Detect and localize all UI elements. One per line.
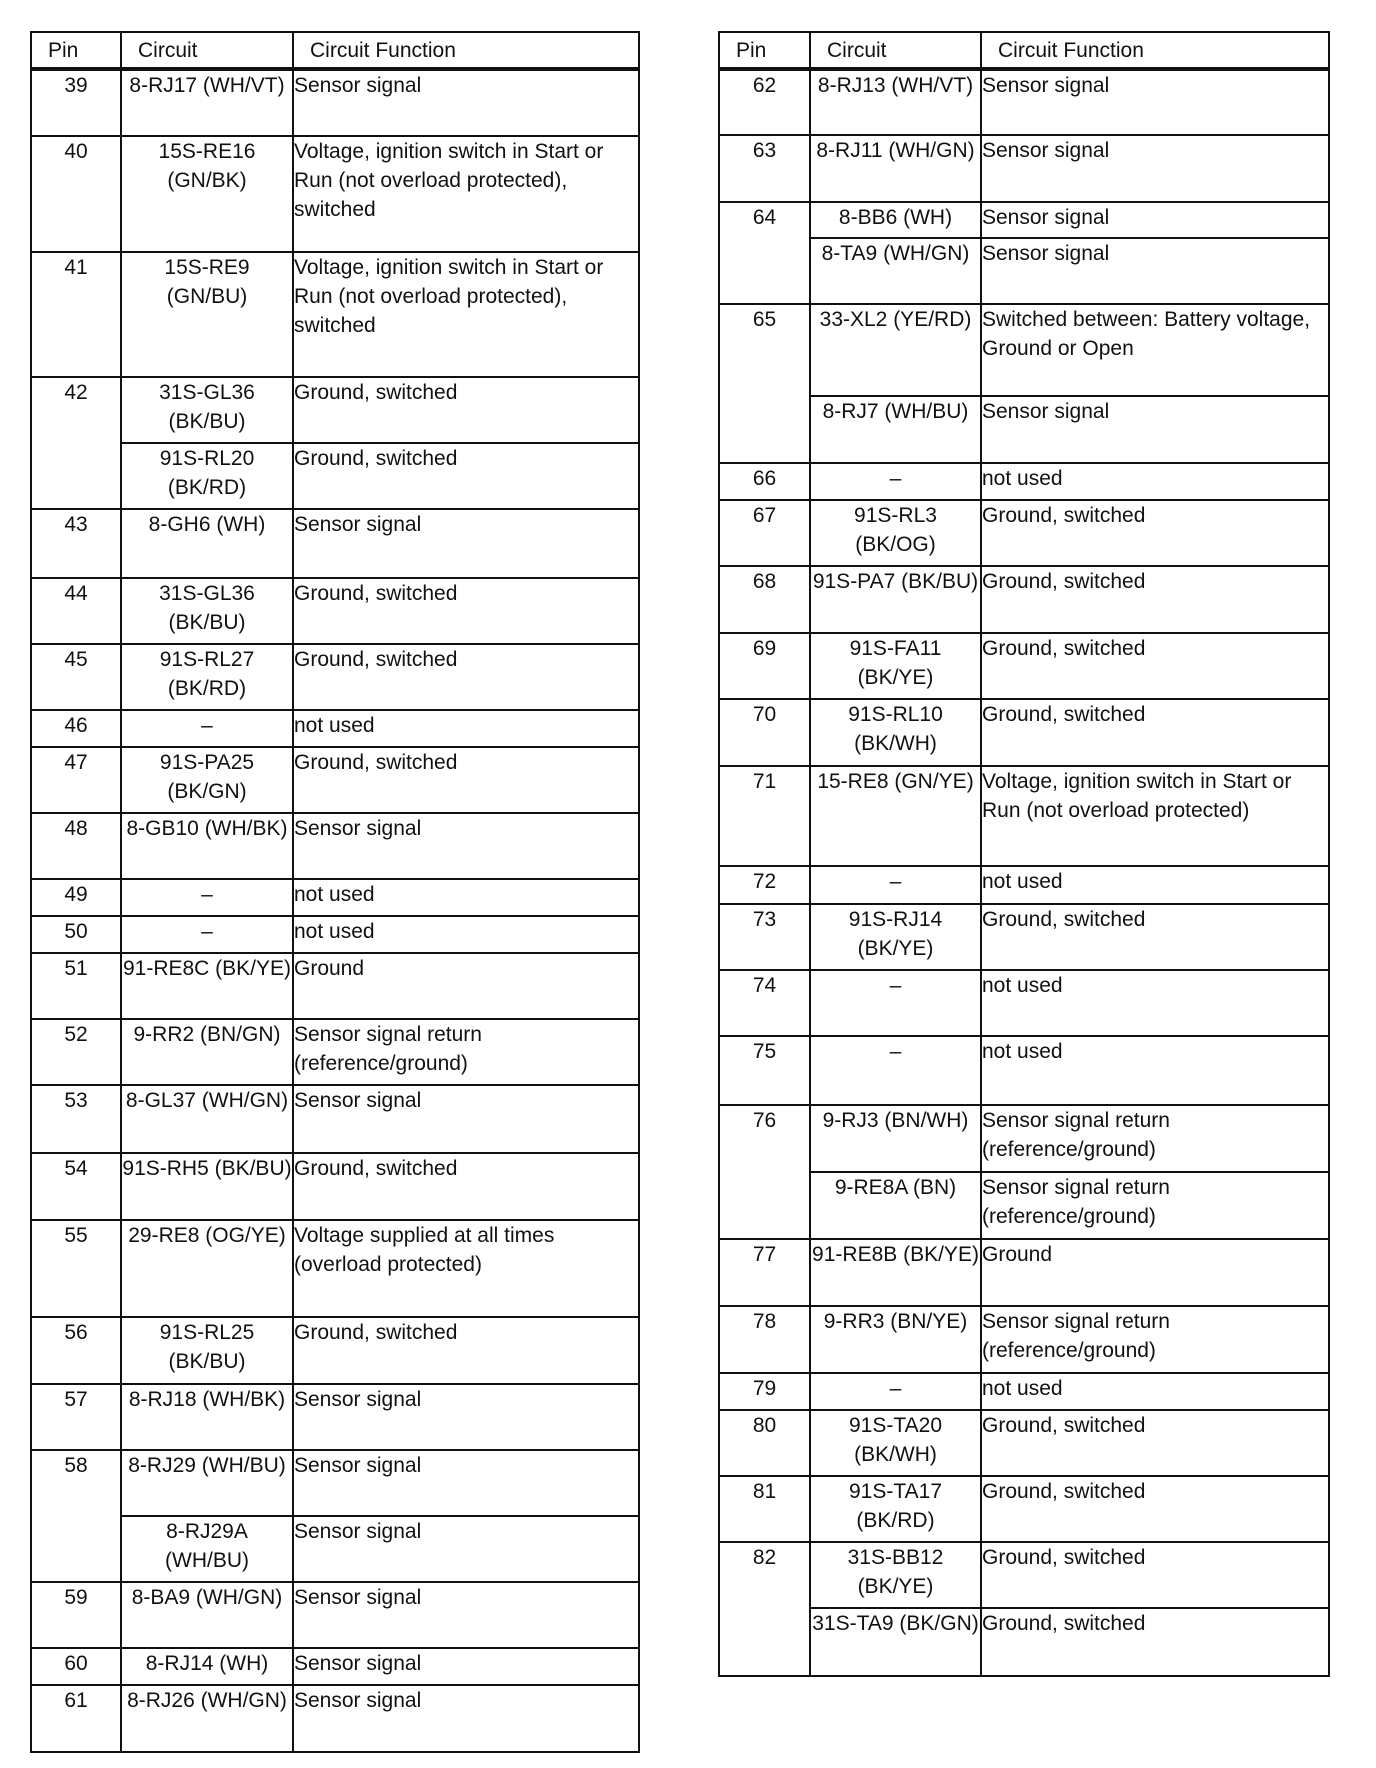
circuit-code: 91S-TA17 (BK/RD) [810, 1476, 981, 1542]
circuit-code: 91S-PA25 (BK/GN) [121, 747, 293, 813]
pin-number: 43 [31, 509, 121, 578]
pin-number: 46 [31, 710, 121, 747]
pinout-table-right [718, 31, 1330, 1677]
circuit-function: Switched between: Battery voltage, Ground or Open [981, 304, 1329, 396]
circuit-code: 91S-TA20 (BK/WH) [810, 1410, 981, 1476]
circuit-code: 8-GB10 (WH/BK) [121, 813, 293, 879]
circuit-code: 9-RJ3 (BN/WH) [810, 1105, 981, 1172]
pin-number: 81 [719, 1476, 810, 1542]
pin-number: 77 [719, 1239, 810, 1306]
circuit-function: not used [981, 1036, 1329, 1105]
circuit-code: 31S-TA9 (BK/GN) [810, 1608, 981, 1676]
table-row [31, 747, 639, 813]
circuit-code: 91S-RL27 (BK/RD) [121, 644, 293, 710]
pin-number: 42 [31, 377, 121, 509]
pin-number: 78 [719, 1306, 810, 1373]
header-circuit: Circuit [810, 32, 981, 69]
table-row [31, 443, 639, 509]
circuit-function: Ground [293, 953, 639, 1019]
table-row [31, 879, 639, 916]
circuit-function: Sensor signal [981, 238, 1329, 304]
table-row [31, 136, 639, 252]
table-row [719, 304, 1329, 396]
table-row [31, 1450, 639, 1516]
circuit-code: 8-RJ7 (WH/BU) [810, 396, 981, 463]
pin-number: 40 [31, 136, 121, 252]
table-row [31, 916, 639, 953]
table-row [719, 1373, 1329, 1410]
pin-number: 72 [719, 866, 810, 904]
circuit-code: 8-TA9 (WH/GN) [810, 238, 981, 304]
table-row [719, 500, 1329, 566]
circuit-function: Sensor signal [293, 813, 639, 879]
pin-number: 56 [31, 1317, 121, 1384]
circuit-function: Ground, switched [981, 1542, 1329, 1608]
table-row [719, 1172, 1329, 1239]
table-row [719, 970, 1329, 1036]
circuit-code: 15S-RE16 (GN/BK) [121, 136, 293, 252]
circuit-function: Sensor signal [293, 1516, 639, 1582]
pin-number: 79 [719, 1373, 810, 1410]
circuit-function: Sensor signal [981, 69, 1329, 135]
table-row [31, 1384, 639, 1450]
table-row [719, 238, 1329, 304]
circuit-function: Ground [981, 1239, 1329, 1306]
circuit-code: 91S-RL3 (BK/OG) [810, 500, 981, 566]
pin-number: 66 [719, 463, 810, 500]
circuit-function: Sensor signal return (reference/ground) [981, 1172, 1329, 1239]
circuit-code: 29-RE8 (OG/YE) [121, 1220, 293, 1317]
header-function: Circuit Function [981, 32, 1329, 69]
table-row [719, 866, 1329, 904]
pin-number: 80 [719, 1410, 810, 1476]
table-row [719, 1542, 1329, 1608]
circuit-function: Sensor signal [293, 1085, 639, 1153]
table-row [719, 396, 1329, 463]
circuit-code: – [121, 879, 293, 916]
pin-number: 52 [31, 1019, 121, 1085]
table-row [31, 1085, 639, 1153]
circuit-code: 8-RJ13 (WH/VT) [810, 69, 981, 135]
table-row [31, 1516, 639, 1582]
circuit-code: 9-RR3 (BN/YE) [810, 1306, 981, 1373]
circuit-function: Sensor signal [293, 1582, 639, 1648]
circuit-code: 15S-RE9 (GN/BU) [121, 252, 293, 377]
circuit-function: Sensor signal return (reference/ground) [293, 1019, 639, 1085]
pin-number: 61 [31, 1685, 121, 1752]
pin-number: 45 [31, 644, 121, 710]
circuit-code: – [121, 710, 293, 747]
circuit-function: Ground, switched [981, 566, 1329, 633]
pin-number: 69 [719, 633, 810, 699]
circuit-code: 8-BB6 (WH) [810, 202, 981, 238]
table-row [719, 1105, 1329, 1172]
circuit-function: Sensor signal return (reference/ground) [981, 1306, 1329, 1373]
table-row [31, 710, 639, 747]
table-row [31, 1685, 639, 1752]
circuit-function: Ground, switched [293, 747, 639, 813]
pin-number: 53 [31, 1085, 121, 1153]
circuit-code: 8-RJ29 (WH/BU) [121, 1450, 293, 1516]
circuit-function: not used [293, 710, 639, 747]
table-row [719, 463, 1329, 500]
table-row [719, 202, 1329, 238]
circuit-code: – [810, 463, 981, 500]
pin-number: 75 [719, 1036, 810, 1105]
table-row [31, 953, 639, 1019]
pin-number: 54 [31, 1153, 121, 1220]
circuit-function: Ground, switched [293, 578, 639, 644]
pin-number: 64 [719, 202, 810, 304]
circuit-function: Sensor signal [293, 69, 639, 136]
pin-number: 63 [719, 135, 810, 202]
table-row [31, 578, 639, 644]
pin-number: 68 [719, 566, 810, 633]
pin-number: 82 [719, 1542, 810, 1676]
circuit-function: Sensor signal [293, 1648, 639, 1685]
circuit-code: 8-BA9 (WH/GN) [121, 1582, 293, 1648]
circuit-code: 31S-GL36 (BK/BU) [121, 578, 293, 644]
pin-number: 74 [719, 970, 810, 1036]
pin-number: 57 [31, 1384, 121, 1450]
circuit-function: Ground, switched [293, 1153, 639, 1220]
circuit-code: – [121, 916, 293, 953]
circuit-code: 33-XL2 (YE/RD) [810, 304, 981, 396]
circuit-function: Sensor signal [293, 509, 639, 578]
circuit-function: not used [981, 1373, 1329, 1410]
circuit-function: Voltage supplied at all times (overload protected) [293, 1220, 639, 1317]
table-row [719, 135, 1329, 202]
table-row [31, 69, 639, 136]
circuit-function: Ground, switched [981, 1410, 1329, 1476]
pin-number: 39 [31, 69, 121, 136]
header-circuit: Circuit [121, 32, 293, 69]
table-row [31, 1019, 639, 1085]
table-row [31, 252, 639, 377]
pin-number: 48 [31, 813, 121, 879]
pinout-table-left [30, 31, 640, 1753]
circuit-code: 31S-BB12 (BK/YE) [810, 1542, 981, 1608]
table-row [31, 1582, 639, 1648]
pin-number: 47 [31, 747, 121, 813]
circuit-function: Voltage, ignition switch in Start or Run (not overload protected) [981, 766, 1329, 866]
circuit-code: 8-RJ18 (WH/BK) [121, 1384, 293, 1450]
circuit-function: Ground, switched [293, 377, 639, 443]
circuit-function: not used [981, 970, 1329, 1036]
circuit-code: 8-GL37 (WH/GN) [121, 1085, 293, 1153]
table-row [719, 1608, 1329, 1676]
circuit-code: 15-RE8 (GN/YE) [810, 766, 981, 866]
circuit-function: Ground, switched [293, 644, 639, 710]
circuit-code: 8-RJ17 (WH/VT) [121, 69, 293, 136]
circuit-code: – [810, 1036, 981, 1105]
circuit-function: not used [293, 916, 639, 953]
circuit-function: Voltage, ignition switch in Start or Run (not overload protected), switched [293, 136, 639, 252]
header-row [719, 32, 1329, 69]
table-row [31, 509, 639, 578]
circuit-function: Sensor signal [293, 1685, 639, 1752]
pin-number: 76 [719, 1105, 810, 1239]
circuit-code: 91S-RL20 (BK/RD) [121, 443, 293, 509]
table-row [719, 1239, 1329, 1306]
circuit-code: – [810, 866, 981, 904]
table-row [31, 1317, 639, 1384]
circuit-function: Sensor signal [293, 1384, 639, 1450]
circuit-function: Ground, switched [981, 500, 1329, 566]
table-row [719, 69, 1329, 135]
circuit-function: Sensor signal [293, 1450, 639, 1516]
pin-number: 58 [31, 1450, 121, 1582]
pin-number: 55 [31, 1220, 121, 1317]
table-row [31, 1648, 639, 1685]
pin-number: 49 [31, 879, 121, 916]
circuit-code: 9-RE8A (BN) [810, 1172, 981, 1239]
pin-number: 59 [31, 1582, 121, 1648]
table-row [719, 633, 1329, 699]
circuit-function: Sensor signal [981, 135, 1329, 202]
table-row [719, 904, 1329, 970]
pin-number: 41 [31, 252, 121, 377]
circuit-code: 91S-FA11 (BK/YE) [810, 633, 981, 699]
table-row [31, 1153, 639, 1220]
circuit-function: Sensor signal return (reference/ground) [981, 1105, 1329, 1172]
pin-number: 65 [719, 304, 810, 463]
table-row [31, 644, 639, 710]
circuit-function: Ground, switched [981, 904, 1329, 970]
circuit-code: 9-RR2 (BN/GN) [121, 1019, 293, 1085]
circuit-code: 91S-RL25 (BK/BU) [121, 1317, 293, 1384]
circuit-code: – [810, 970, 981, 1036]
circuit-function: not used [293, 879, 639, 916]
pin-number: 60 [31, 1648, 121, 1685]
table-row [31, 813, 639, 879]
circuit-function: not used [981, 463, 1329, 500]
pin-number: 67 [719, 500, 810, 566]
pin-number: 51 [31, 953, 121, 1019]
circuit-code: 8-RJ14 (WH) [121, 1648, 293, 1685]
circuit-code: 91-RE8B (BK/YE) [810, 1239, 981, 1306]
circuit-function: Ground, switched [981, 633, 1329, 699]
table-row [31, 1220, 639, 1317]
pin-number: 71 [719, 766, 810, 866]
circuit-code: 91S-RJ14 (BK/YE) [810, 904, 981, 970]
circuit-code: 91-RE8C (BK/YE) [121, 953, 293, 1019]
table-row [719, 699, 1329, 766]
pin-number: 44 [31, 578, 121, 644]
circuit-code: 91S-RL10 (BK/WH) [810, 699, 981, 766]
table-row [719, 566, 1329, 633]
circuit-function: Sensor signal [981, 396, 1329, 463]
table-row [719, 1410, 1329, 1476]
pin-number: 50 [31, 916, 121, 953]
circuit-code: 31S-GL36 (BK/BU) [121, 377, 293, 443]
pin-number: 70 [719, 699, 810, 766]
circuit-function: Sensor signal [981, 202, 1329, 238]
circuit-code: 8-RJ11 (WH/GN) [810, 135, 981, 202]
header-pin: Pin [31, 32, 121, 69]
circuit-function: Ground, switched [293, 443, 639, 509]
header-row [31, 32, 639, 69]
circuit-function: Ground, switched [293, 1317, 639, 1384]
circuit-code: 91S-PA7 (BK/BU) [810, 566, 981, 633]
header-pin: Pin [719, 32, 810, 69]
table-row [719, 1036, 1329, 1105]
table-row [31, 377, 639, 443]
circuit-code: 91S-RH5 (BK/BU) [121, 1153, 293, 1220]
pin-number: 73 [719, 904, 810, 970]
table-row [719, 1306, 1329, 1373]
pin-number: 62 [719, 69, 810, 135]
table-row [719, 766, 1329, 866]
header-function: Circuit Function [293, 32, 639, 69]
circuit-code: 8-RJ29A (WH/BU) [121, 1516, 293, 1582]
circuit-code: – [810, 1373, 981, 1410]
circuit-function: not used [981, 866, 1329, 904]
circuit-code: 8-RJ26 (WH/GN) [121, 1685, 293, 1752]
circuit-function: Voltage, ignition switch in Start or Run (not overload protected), switched [293, 252, 639, 377]
circuit-function: Ground, switched [981, 699, 1329, 766]
table-row [719, 1476, 1329, 1542]
circuit-function: Ground, switched [981, 1476, 1329, 1542]
circuit-code: 8-GH6 (WH) [121, 509, 293, 578]
circuit-function: Ground, switched [981, 1608, 1329, 1676]
